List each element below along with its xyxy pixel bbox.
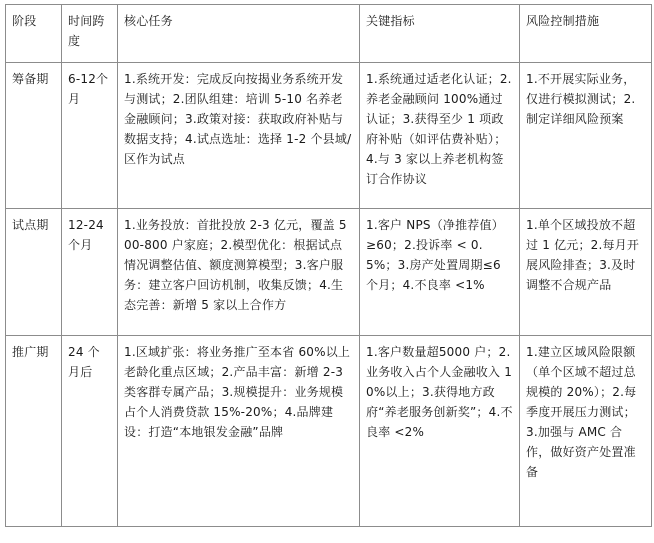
- cell-time-span: 6-12个月: [62, 63, 118, 209]
- cell-key-indicators: 1.客户 NPS（净推荐值）≥60；2.投诉率 < 0.5%；3.房产处置周期≤6 个月；4.不良率 <1%: [360, 209, 520, 336]
- cell-key-indicators: 1.客户数量超5000 户；2.业务收入占个人金融收入 10%以上；3.获得地方政府“养老服务创新奖”；4.不良率 <2%: [360, 336, 520, 527]
- cell-risk-controls: 1.单个区域投放不超过 1 亿元；2.每月开展风险排查；3.及时调整不合规产品: [520, 209, 652, 336]
- cell-core-tasks: 1.系统开发：完成反向按揭业务系统开发与测试；2.团队组建：培训 5-10 名养老金融顾问；3.政策对接：获取政府补贴与数据支持；4.试点选址：选择 1-2 个县域/区作为试点: [118, 63, 360, 209]
- table-row: [6, 336, 652, 527]
- cell-core-tasks: 1.业务投放：首批投放 2-3 亿元，覆盖 500-800 户家庭；2.模型优化：根据试点情况调整估值、额度测算模型；3.客户服务：建立客户回访机制，收集反馈；4.生态完善：新增 5 家以上合作方: [118, 209, 360, 336]
- table-row: [6, 63, 652, 209]
- header-key-indicators: 关键指标: [360, 5, 520, 63]
- table-row: [6, 209, 652, 336]
- table-header-row: [6, 5, 652, 63]
- header-core-tasks: 核心任务: [118, 5, 360, 63]
- cell-time-span: 12-24个月: [62, 209, 118, 336]
- implementation-plan-table: [5, 4, 652, 527]
- cell-stage: 试点期: [6, 209, 62, 336]
- header-stage: 阶段: [6, 5, 62, 63]
- cell-risk-controls: 1.不开展实际业务，仅进行模拟测试；2.制定详细风险预案: [520, 63, 652, 209]
- cell-risk-controls: 1.建立区域风险限额（单个区域不超过总规模的 20%）；2.每季度开展压力测试；3.加强与 AMC 合作，做好资产处置准备: [520, 336, 652, 527]
- cell-stage: 筹备期: [6, 63, 62, 209]
- header-risk-controls: 风险控制措施: [520, 5, 652, 63]
- cell-time-span: 24 个月后: [62, 336, 118, 527]
- cell-core-tasks: 1.区域扩张：将业务推广至本省 60%以上老龄化重点区域；2.产品丰富：新增 2-3 类客群专属产品；3.规模提升：业务规模占个人消费贷款 15%-20%；4.品牌建设：打造“本地银发金融”品牌: [118, 336, 360, 527]
- cell-stage: 推广期: [6, 336, 62, 527]
- cell-key-indicators: 1.系统通过适老化认证；2.养老金融顾问 100%通过认证；3.获得至少 1 项政府补贴（如评估费补贴）；4.与 3 家以上养老机构签订合作协议: [360, 63, 520, 209]
- header-time-span: 时间跨度: [62, 5, 118, 63]
